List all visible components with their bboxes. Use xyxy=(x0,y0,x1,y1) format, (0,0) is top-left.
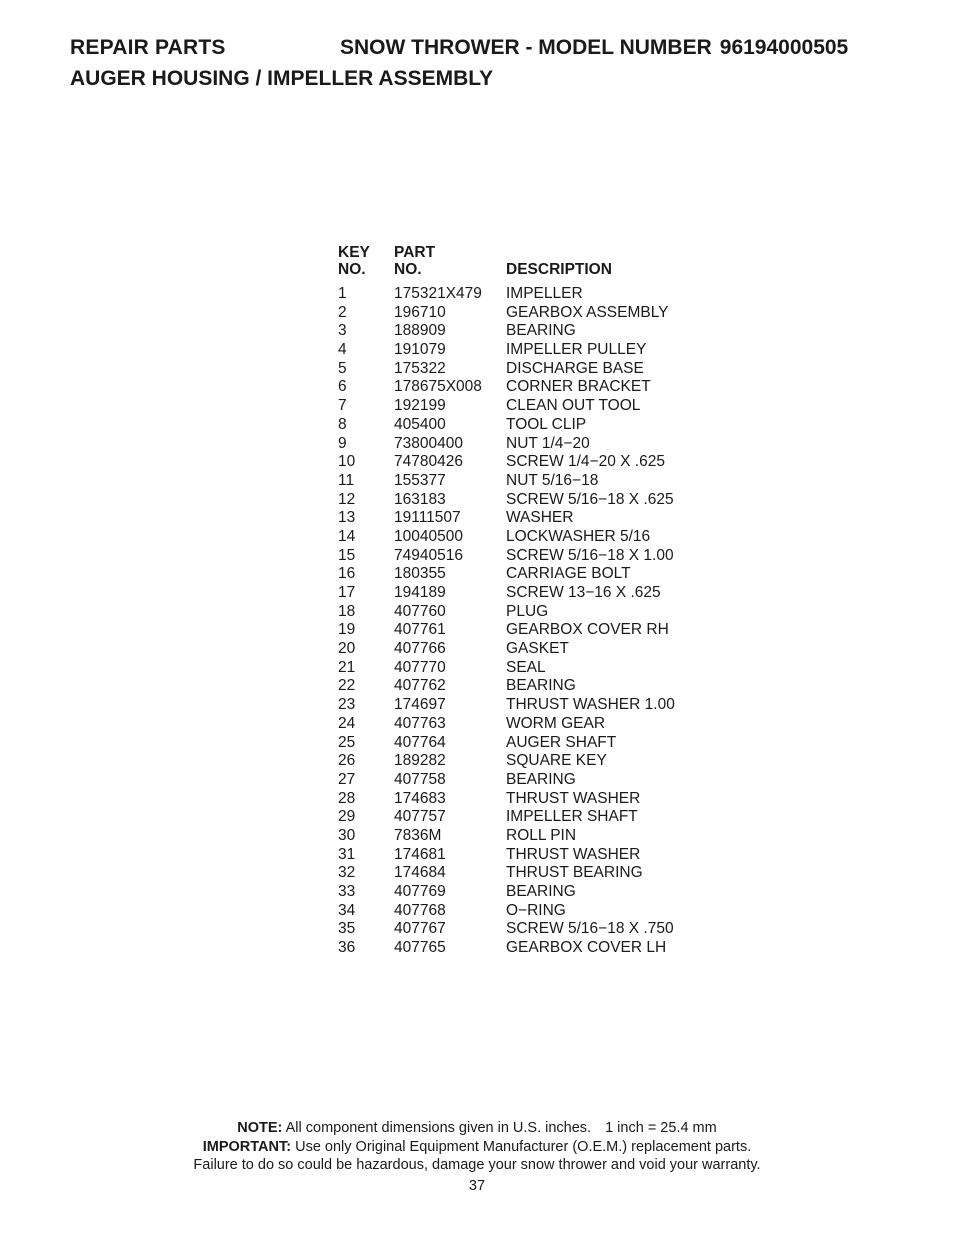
description-cell: CARRIAGE BOLT xyxy=(506,565,631,583)
description-header xyxy=(506,244,766,278)
key-no-cell: 17 xyxy=(338,584,356,601)
part-no-cell: 405400 xyxy=(394,415,446,433)
description-cell: SCREW 13−16 X .625 xyxy=(506,584,661,601)
table-row xyxy=(338,902,758,921)
table-row xyxy=(338,360,758,379)
key-no-cell: 10 xyxy=(338,453,356,471)
important-label: IMPORTANT: xyxy=(202,1138,292,1155)
model-title-text: SNOW THROWER - MODEL NUMBER xyxy=(340,36,712,59)
part-no-cell: 407761 xyxy=(394,621,446,639)
part-no-cell: 163183 xyxy=(394,490,446,508)
key-no-cell: 16 xyxy=(338,565,356,583)
table-row xyxy=(338,920,758,939)
table-row xyxy=(338,621,758,640)
part-no-cell: 407768 xyxy=(394,901,446,919)
table-row xyxy=(338,808,758,827)
key-no-cell: 5 xyxy=(338,359,347,377)
description-cell: THRUST BEARING xyxy=(506,864,643,882)
description-cell: NUT 1/4−20 xyxy=(506,434,590,452)
part-no-cell: 175321X479 xyxy=(394,285,482,302)
key-no-cell: 26 xyxy=(338,752,356,770)
part-no-cell: 407766 xyxy=(394,640,446,658)
part-no-cell: 407757 xyxy=(394,808,446,826)
table-row xyxy=(338,659,758,678)
part-no-cell: 407763 xyxy=(394,714,446,732)
page-header xyxy=(70,36,930,91)
table-row xyxy=(338,846,758,865)
key-no-cell: 36 xyxy=(338,939,356,957)
parts-table xyxy=(338,244,758,958)
table-row xyxy=(338,416,758,435)
description-cell: THRUST WASHER xyxy=(506,845,641,863)
part-no-cell: 192199 xyxy=(394,397,446,415)
part-no-cell: 407760 xyxy=(394,602,446,620)
important-text: Use only Original Equipment Manufacturer (O.E.M.) replacement parts. xyxy=(295,1138,752,1155)
part-header-line1: PART xyxy=(394,244,436,261)
description-cell: CLEAN OUT TOOL xyxy=(506,397,641,415)
key-no-cell: 28 xyxy=(338,789,356,807)
table-row xyxy=(338,584,758,603)
key-no-cell: 11 xyxy=(338,471,355,489)
table-row xyxy=(338,341,758,360)
table-row xyxy=(338,939,758,958)
key-no-cell: 20 xyxy=(338,640,356,658)
table-row xyxy=(338,397,758,416)
table-row xyxy=(338,453,758,472)
dimension-note xyxy=(0,1119,954,1138)
key-no-cell: 33 xyxy=(338,883,356,900)
key-no-cell: 12 xyxy=(338,490,356,508)
table-row xyxy=(338,509,758,528)
table-row xyxy=(338,285,758,304)
description-cell: THRUST WASHER 1.00 xyxy=(506,696,675,714)
table-row xyxy=(338,378,758,397)
key-no-cell: 25 xyxy=(338,733,356,751)
key-no-cell: 32 xyxy=(338,864,356,882)
key-no-cell: 22 xyxy=(338,677,356,695)
page-number: 37 xyxy=(468,1177,486,1194)
key-no-cell: 14 xyxy=(338,527,356,545)
part-no-cell: 7836M xyxy=(394,826,442,844)
parts-table-body xyxy=(338,285,758,958)
table-row xyxy=(338,603,758,622)
description-cell: WORM GEAR xyxy=(506,714,606,732)
part-no-cell: 174697 xyxy=(394,696,446,714)
description-cell: NUT 5/16−18 xyxy=(506,471,599,489)
model-title xyxy=(340,36,848,60)
description-cell: SEAL xyxy=(506,658,546,676)
description-cell: DISCHARGE BASE xyxy=(506,359,644,377)
table-row xyxy=(338,790,758,809)
table-row xyxy=(338,827,758,846)
description-cell: IMPELLER xyxy=(506,285,583,302)
description-cell: GASKET xyxy=(506,640,569,658)
table-row xyxy=(338,304,758,323)
part-no-cell: 191079 xyxy=(394,341,446,359)
description-cell: WASHER xyxy=(506,509,574,527)
part-no-cell: 189282 xyxy=(394,752,446,770)
table-row xyxy=(338,322,758,341)
key-no-cell: 27 xyxy=(338,770,356,788)
part-no-cell: 10040500 xyxy=(394,527,463,545)
table-row xyxy=(338,696,758,715)
description-cell: O−RING xyxy=(506,901,566,919)
table-row xyxy=(338,771,758,790)
description-cell: ROLL PIN xyxy=(506,826,577,844)
note-conversion: 1 inch = 25.4 mm xyxy=(605,1120,717,1136)
key-no-cell: 13 xyxy=(338,509,356,527)
key-no-cell: 8 xyxy=(338,415,347,433)
part-no-cell: 407765 xyxy=(394,939,446,957)
key-no-cell: 35 xyxy=(338,920,356,938)
key-no-cell: 1 xyxy=(338,285,347,302)
table-row xyxy=(338,752,758,771)
table-row xyxy=(338,734,758,753)
table-row xyxy=(338,547,758,566)
key-no-cell: 9 xyxy=(338,434,347,452)
description-cell: AUGER SHAFT xyxy=(506,733,617,751)
part-no-cell: 188909 xyxy=(394,322,446,340)
description-cell: CORNER BRACKET xyxy=(506,378,651,396)
part-no-cell: 19111507 xyxy=(394,509,461,527)
key-no-cell: 15 xyxy=(338,546,356,564)
part-no-cell: 74780426 xyxy=(394,453,463,471)
part-no-cell: 174684 xyxy=(394,864,446,882)
key-no-cell: 18 xyxy=(338,602,356,620)
part-no-cell: 180355 xyxy=(394,565,446,583)
warning-text: Failure to do so could be hazardous, damage your snow thrower and void your warranty. xyxy=(193,1157,761,1173)
description-cell: GEARBOX COVER LH xyxy=(506,939,667,957)
key-no-cell: 29 xyxy=(338,808,356,826)
key-no-cell: 21 xyxy=(338,658,356,676)
description-cell: THRUST WASHER xyxy=(506,789,641,807)
note-label: NOTE: xyxy=(237,1120,283,1136)
key-no-header xyxy=(338,244,394,278)
part-no-cell: 194189 xyxy=(394,584,446,601)
description-cell: PLUG xyxy=(506,602,549,620)
key-no-cell: 7 xyxy=(338,397,347,415)
description-cell: IMPELLER SHAFT xyxy=(506,808,638,826)
part-no-cell: 407762 xyxy=(394,677,446,695)
section-label: REPAIR PARTS xyxy=(70,36,226,59)
table-row xyxy=(338,883,758,902)
key-header-line1: KEY xyxy=(338,244,370,261)
part-no-cell: 155377 xyxy=(394,471,446,489)
description-cell: BEARING xyxy=(506,322,576,340)
part-no-cell: 407758 xyxy=(394,770,446,788)
description-cell: SCREW 5/16−18 X 1.00 xyxy=(506,546,674,564)
description-cell: BEARING xyxy=(506,770,576,788)
description-header-text: DESCRIPTION xyxy=(506,261,612,278)
description-cell: SCREW 5/16−18 X .750 xyxy=(506,920,674,938)
table-row xyxy=(338,491,758,510)
part-no-cell: 407769 xyxy=(394,883,446,900)
note-text: All component dimensions given in U.S. inches. xyxy=(285,1120,592,1136)
part-no-cell: 174681 xyxy=(394,845,446,863)
description-cell: SCREW 1/4−20 X .625 xyxy=(506,453,665,471)
description-cell: BEARING xyxy=(506,883,576,900)
table-row xyxy=(338,677,758,696)
key-no-cell: 24 xyxy=(338,714,356,732)
description-cell: LOCKWASHER 5/16 xyxy=(506,527,651,545)
table-row xyxy=(338,472,758,491)
part-no-cell: 407770 xyxy=(394,658,446,676)
part-no-cell: 73800400 xyxy=(394,434,463,452)
key-no-cell: 3 xyxy=(338,322,347,340)
table-row xyxy=(338,528,758,547)
important-note xyxy=(0,1138,954,1157)
page-footer xyxy=(0,1119,954,1195)
parts-table-header xyxy=(338,244,758,282)
header-title-line xyxy=(70,36,930,68)
table-row xyxy=(338,864,758,883)
description-cell: GEARBOX COVER RH xyxy=(506,621,669,639)
table-row xyxy=(338,435,758,454)
key-header-line2: NO. xyxy=(338,261,366,278)
key-no-cell: 34 xyxy=(338,901,356,919)
description-cell: SCREW 5/16−18 X .625 xyxy=(506,490,674,508)
key-no-cell: 6 xyxy=(338,378,347,396)
assembly-subtitle: AUGER HOUSING / IMPELLER ASSEMBLY xyxy=(70,67,494,90)
part-no-cell: 175322 xyxy=(394,359,446,377)
part-no-cell: 74940516 xyxy=(394,546,463,564)
part-no-cell: 196710 xyxy=(394,303,446,321)
part-no-cell: 178675X008 xyxy=(394,378,482,396)
model-number: 96194000505 xyxy=(719,36,849,59)
key-no-cell: 23 xyxy=(338,696,356,714)
table-row xyxy=(338,715,758,734)
description-cell: GEARBOX ASSEMBLY xyxy=(506,303,669,321)
description-cell: SQUARE KEY xyxy=(506,752,607,770)
part-no-header xyxy=(394,244,506,278)
part-no-cell: 407764 xyxy=(394,733,446,751)
key-no-cell: 31 xyxy=(338,845,356,863)
key-no-cell: 30 xyxy=(338,826,356,844)
part-header-line2: NO. xyxy=(394,261,422,278)
part-no-cell: 174683 xyxy=(394,789,446,807)
part-no-cell: 407767 xyxy=(394,920,446,938)
description-cell: IMPELLER PULLEY xyxy=(506,341,647,359)
key-no-cell: 2 xyxy=(338,303,347,321)
table-row xyxy=(338,640,758,659)
table-row xyxy=(338,565,758,584)
description-cell: BEARING xyxy=(506,677,576,695)
key-no-cell: 19 xyxy=(338,621,356,639)
description-cell: TOOL CLIP xyxy=(506,415,587,433)
key-no-cell: 4 xyxy=(338,341,347,359)
